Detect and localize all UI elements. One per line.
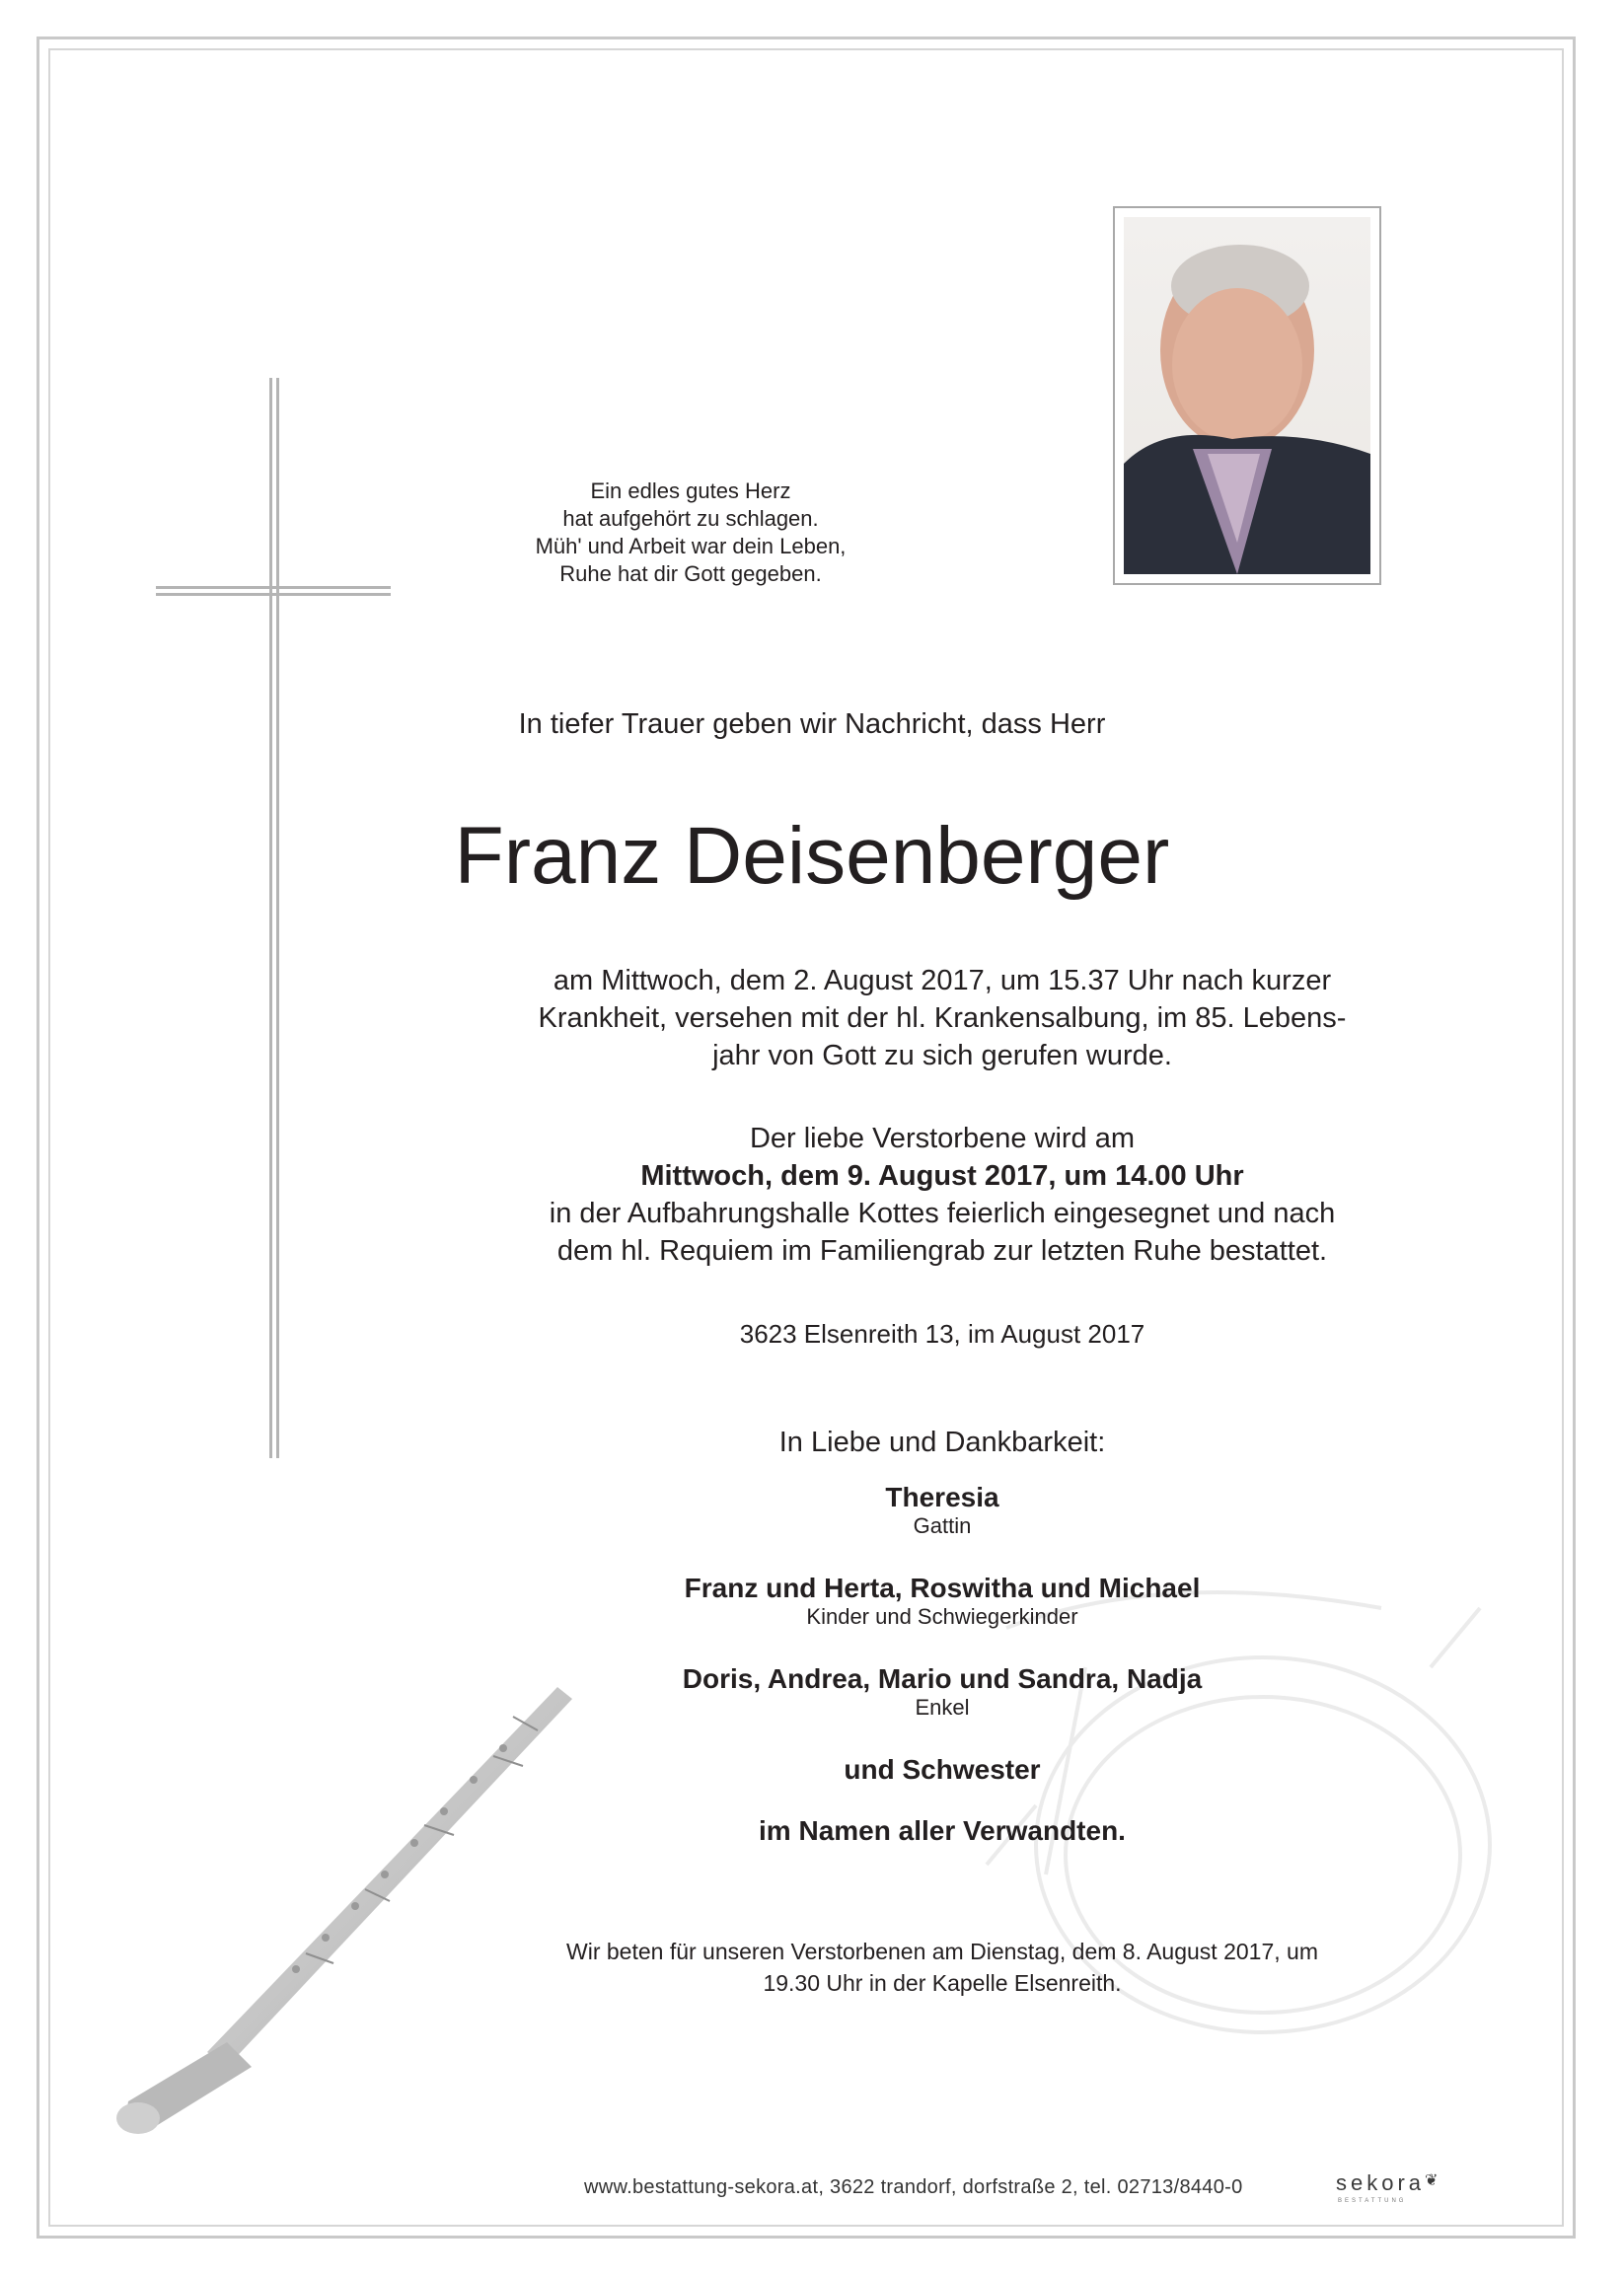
funeral-line: dem hl. Requiem im Familiengrab zur letzten Ruhe bestattet. <box>556 1235 1328 1267</box>
funeral-line: Der liebe Verstorbene wird am <box>749 1123 1136 1154</box>
portrait-photo <box>1124 217 1370 574</box>
portrait-frame <box>1113 206 1381 585</box>
thanks-heading: In Liebe und Dankbarkeit: <box>778 1427 1106 1458</box>
prayer-notice <box>474 1936 1411 1999</box>
mourner-group <box>474 1754 1411 1786</box>
cross-vertical-bar <box>269 378 279 1458</box>
funeral-details <box>479 1120 1406 1270</box>
mourner-name: Franz und Herta, Roswitha und Michael <box>684 1573 1201 1603</box>
mourner-name: im Namen aller Verwandten. <box>759 1815 1126 1846</box>
mourner-group <box>474 1482 1411 1539</box>
mourner-name: Doris, Andrea, Mario und Sandra, Nadja <box>682 1663 1203 1694</box>
death-line: am Mittwoch, dem 2. August 2017, um 15.37 Uhr nach kurzer <box>553 965 1332 996</box>
deceased-name: Franz Deisenberger <box>454 811 1170 901</box>
funeral-date: Mittwoch, dem 9. August 2017, um 14.00 Uhr <box>640 1160 1244 1192</box>
verse-line: hat aufgehört zu schlagen. <box>562 506 819 531</box>
mourner-group <box>474 1663 1411 1721</box>
mourner-role: Gattin <box>913 1513 972 1538</box>
verse-line: Ruhe hat dir Gott gegeben. <box>559 561 822 586</box>
prayer-line: 19.30 Uhr in der Kapelle Elsenreith. <box>763 1970 1122 1996</box>
company-logo <box>1336 2170 1441 2196</box>
mourner-group <box>474 1573 1411 1630</box>
funeral-line: in der Aufbahrungshalle Kottes feierlich eingesegnet und nach <box>549 1198 1336 1229</box>
death-line: Krankheit, versehen mit der hl. Krankensalbung, im 85. Lebens- <box>538 1002 1347 1034</box>
mourner-role: Kinder und Schwiegerkinder <box>806 1604 1078 1629</box>
mourner-name: und Schwester <box>844 1754 1041 1785</box>
prayer-line: Wir beten für unseren Verstorbenen am Dienstag, dem 8. August 2017, um <box>566 1939 1318 1964</box>
logo-subtitle: BESTATTUNG <box>1338 2198 1407 2204</box>
intro-text: In tiefer Trauer geben wir Nachricht, dass Herr <box>518 708 1106 740</box>
leaf-icon: ❦ <box>1425 2172 1442 2189</box>
place-date: 3623 Elsenreith 13, im August 2017 <box>739 1319 1145 1349</box>
footer-contact: www.bestattung-sekora.at, 3622 trandorf, dorfstraße 2, tel. 02713/8440-0 <box>584 2176 1243 2198</box>
verse <box>444 477 937 588</box>
verse-line: Ein edles gutes Herz <box>590 478 791 503</box>
mourner-name: Theresia <box>885 1482 999 1512</box>
verse-line: Müh' und Arbeit war dein Leben, <box>535 534 847 558</box>
clarinet-icon <box>79 1677 592 2151</box>
death-line: jahr von Gott zu sich gerufen wurde. <box>712 1040 1172 1071</box>
mourner-group <box>474 1815 1411 1847</box>
logo-text: sekora <box>1336 2170 1426 2195</box>
mourner-role: Enkel <box>915 1695 970 1720</box>
cross-horizontal-bar <box>156 586 391 596</box>
death-announcement <box>479 962 1406 1074</box>
